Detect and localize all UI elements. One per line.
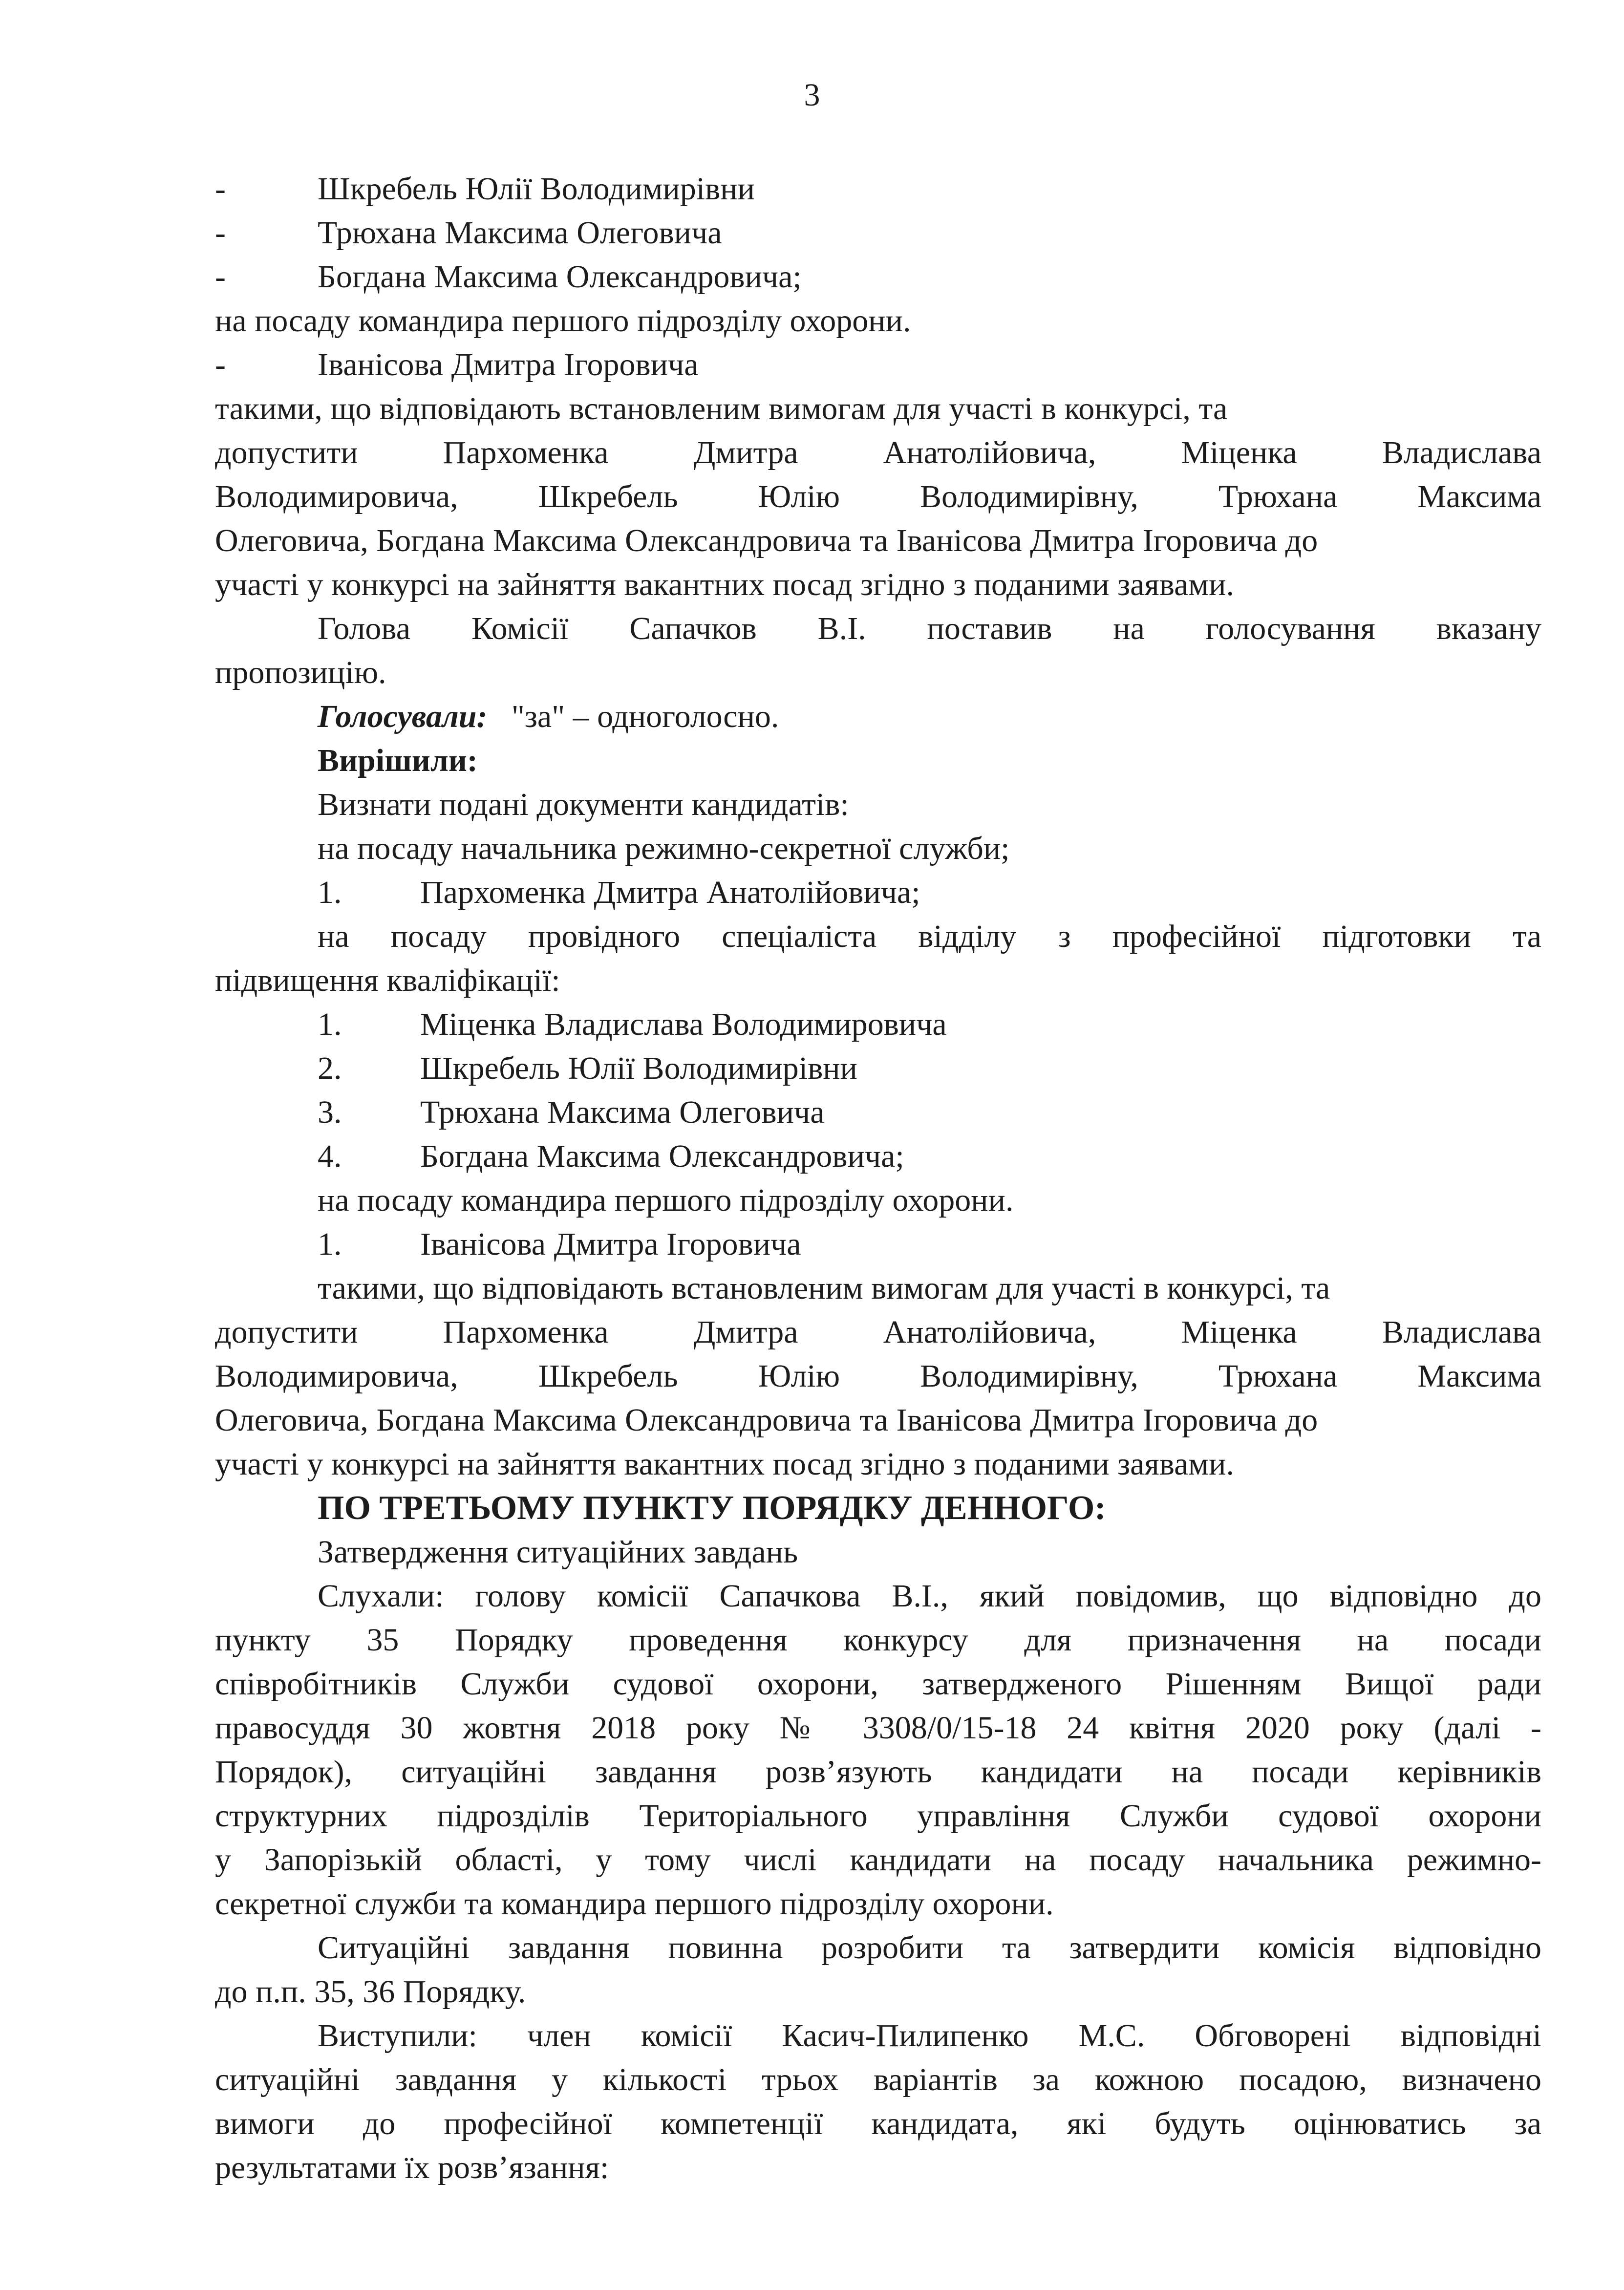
paragraph-line: секретної служби та командира першого підрозділу охорони. — [215, 1886, 1054, 1922]
list-item: 1. Пархоменка Дмитра Анатолійовича; — [318, 875, 920, 910]
paragraph-line: Голова Комісії Сапачков В.І. поставив на голосування вказану — [318, 611, 1541, 646]
paragraph-line: на посаду провідного спеціаліста відділу з професійної підготовки та — [318, 919, 1541, 954]
list-item: 4. Богдана Максима Олександровича; — [318, 1138, 904, 1174]
list-item: - Іванісова Дмитра Ігоровича — [215, 343, 1541, 387]
paragraph-line: до п.п. 35, 36 Порядку. — [215, 1974, 526, 2010]
paragraph-line: ситуаційні завдання у кількості трьох варіантів за кожною посадою, визначено — [215, 2062, 1541, 2097]
list-item: - Трюхана Максима Олеговича — [215, 211, 1541, 255]
paragraph-line: у Запорізькій області, у тому числі кандидати на посаду начальника режимно- — [215, 1842, 1541, 1878]
list-dash: - — [215, 215, 226, 251]
paragraph-line: співробітників Служби судової охорони, затвердженого Рішенням Вищої ради — [215, 1666, 1541, 1702]
list-dash: - — [215, 347, 226, 383]
list-dash: - — [215, 259, 226, 295]
paragraph-line: допустити Пархоменка Дмитра Анатолійовича, Міценка Владислава — [215, 435, 1541, 471]
paragraph-line: пункту 35 Порядку проведення конкурсу для призначення на посади — [215, 1622, 1541, 1658]
page-number: 3 — [804, 77, 820, 113]
vote-line — [215, 695, 1541, 739]
paragraph-line: участі у конкурсі на зайняття вакантних посад згідно з поданими заявами. — [215, 1446, 1234, 1482]
list-item: 3. Трюхана Максима Олеговича — [318, 1094, 825, 1130]
paragraph-line: підвищення кваліфікації: — [215, 963, 560, 998]
paragraph-line: структурних підрозділів Територіального управління Служби судової охорони — [215, 1798, 1541, 1834]
paragraph-line: правосуддя 30 жовтня 2018 року № 3308/0/15-18 24 квітня 2020 року (далі - — [215, 1710, 1541, 1746]
paragraph-line: участі у конкурсі на зайняття вакантних посад згідно з поданими заявами. — [215, 567, 1234, 602]
paragraph-line: Порядок), ситуаційні завдання розв’язують кандидати на посади керівників — [215, 1754, 1541, 1790]
paragraph-line: на посаду командира першого підрозділу охорони. — [215, 303, 911, 339]
voted-result: "за" – одноголосно. — [511, 699, 779, 734]
paragraph-line: пропозицію. — [215, 655, 386, 690]
voted-label: Голосували: — [318, 699, 488, 734]
document-body — [215, 167, 1541, 2190]
list-item: 2. Шкребель Юлії Володимирівни — [318, 1050, 857, 1086]
paragraph-line: Володимировича, Шкребель Юлію Володимирівну, Трюхана Максима — [215, 1358, 1541, 1394]
list-item: - Шкребель Юлії Володимирівни — [215, 167, 1541, 211]
paragraph-line: допустити Пархоменка Дмитра Анатолійовича, Міценка Владислава — [215, 1314, 1541, 1350]
section-subtitle: Затвердження ситуаційних завдань — [318, 1534, 798, 1570]
paragraph-line: Виступили: член комісії Касич-Пилипенко М.С. Обговорені відповідні — [318, 2018, 1541, 2054]
paragraph-line: вимоги до професійної компетенції кандидата, які будуть оцінюватись за — [215, 2106, 1541, 2141]
paragraph-line: Ситуаційні завдання повинна розробити та затвердити комісія відповідно — [318, 1930, 1541, 1966]
paragraph-line: на посаду командира першого підрозділу охорони. — [318, 1182, 1014, 1218]
list-dash: - — [215, 171, 226, 207]
paragraph-line: Визнати подані документи кандидатів: — [318, 787, 849, 822]
paragraph-line: такими, що відповідають встановленим вимогам для участі в конкурсі, та — [318, 1270, 1330, 1306]
paragraph-line: Слухали: голову комісії Сапачкова В.І., який повідомив, що відповідно до — [318, 1578, 1541, 1614]
decided-label: Вирішили: — [318, 743, 478, 778]
paragraph-line: такими, що відповідають встановленим вимогам для участі в конкурсі, та — [215, 391, 1228, 427]
paragraph-line: Володимировича, Шкребель Юлію Володимирівну, Трюхана Максима — [215, 479, 1541, 514]
list-item: 1. Іванісова Дмитра Ігоровича — [318, 1226, 801, 1262]
list-item: - Богдана Максима Олександровича; — [215, 255, 1541, 299]
paragraph-line: Олеговича, Богдана Максима Олександровича та Іванісова Дмитра Ігоровича до — [215, 1402, 1318, 1438]
paragraph-line: на посаду начальника режимно-секретної служби; — [318, 831, 1010, 866]
list-item: 1. Міценка Владислава Володимировича — [318, 1006, 947, 1042]
section-heading: ПО ТРЕТЬОМУ ПУНКТУ ПОРЯДКУ ДЕННОГО: — [318, 1489, 1106, 1527]
paragraph-line: Олеговича, Богдана Максима Олександровича та Іванісова Дмитра Ігоровича до — [215, 523, 1318, 558]
paragraph-line: результатами їх розв’язання: — [215, 2150, 609, 2185]
